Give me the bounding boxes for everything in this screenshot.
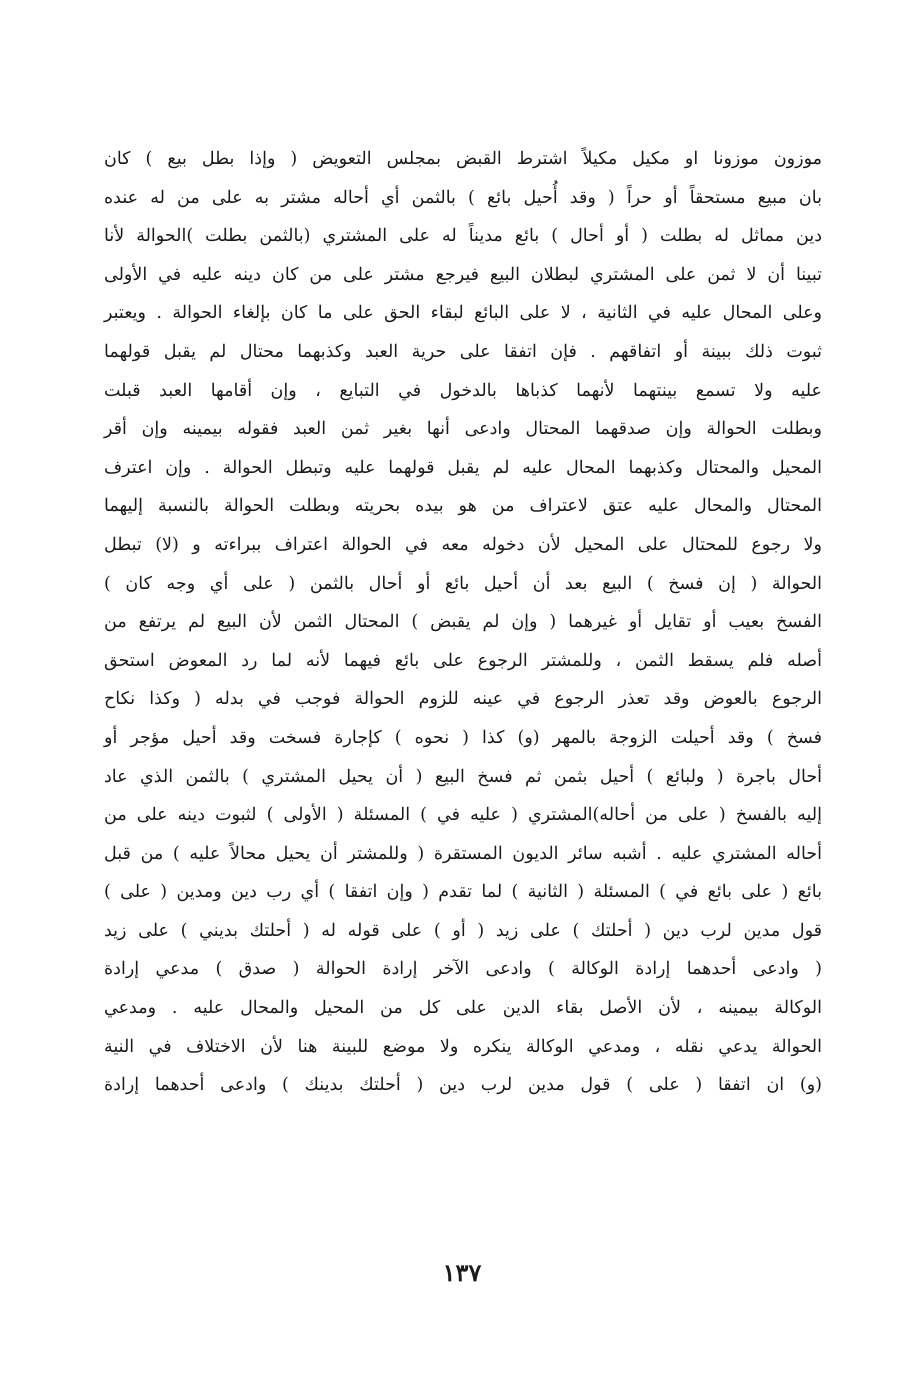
text-line: (و) ان اتفقا ( على ) قول مدين لرب دين ( أحلتك بدينك ) وادعى أحدهما إرادة xyxy=(104,1075,822,1096)
text-line: المحتال والمحال عليه عتق لاعتراف من هو بيده بحريته وبطلت الحوالة بالنسبة إليهما xyxy=(104,496,822,517)
text-line: إليه بالفسخ ( على من أحاله)المشتري ( عليه في ) المسئلة ( الأولى ) لثبوت دينه على من xyxy=(104,805,822,826)
text-line: فسخ ) وقد أحيلت الزوجة بالمهر (و) كذا ( نحوه ) كإجارة فسخت وقد أحيل مؤجر أو xyxy=(104,727,822,748)
text-line: الحوالة يدعي نقله ، ومدعي الوكالة ينكره ولا موضع للبينة هنا لأن الاختلاف في النية xyxy=(104,1036,822,1057)
text-line: ولا رجوع للمحتال على المحيل لأن دخوله معه في الحوالة اعتراف ببراءته و (لا) تبطل xyxy=(104,534,822,555)
text-line: أحال باجرة ( ولبائع ) أحيل بثمن ثم فسخ البيع ( أن يحيل المشتري ) بالثمن الذي عاد xyxy=(104,766,822,787)
body-text xyxy=(104,140,822,1105)
text-line: بان مبيع مستحقاً أو حراً ( وقد أُحيل بائع ) بالثمن أي أحاله مشتر به على من له عنده xyxy=(104,187,822,208)
text-line: ( وادعى أحدهما إرادة الوكالة ) وادعى الآخر إرادة الحوالة ( صدق ) مدعي إرادة xyxy=(104,959,822,980)
text-line: قول مدين لرب دين ( أحلتك ) على زيد ( أو ) على قوله له ( أحلتك بديني ) على زيد xyxy=(104,920,822,941)
text-line: المحيل والمحتال وكذبهما المحال عليه لم يقبل قولهما عليه وتبطل الحوالة . وإن اعترف xyxy=(104,457,822,478)
text-line: بائع ( على بائع في ) المسئلة ( الثانية ) لما تقدم ( وإن اتفقا ) أي رب دين ومدين ( على ) xyxy=(104,882,822,903)
text-line: أصله فلم يسقط الثمن ، وللمشتر الرجوع على بائع فيهما لأنه لما رد المعوض استحق xyxy=(104,650,822,671)
text-line: موزون موزونا او مكيل مكيلاً اشترط القبض بمجلس التعويض ( وإذا بطل بيع ) كان xyxy=(104,149,822,169)
text-line: وبطلت الحوالة وإن صدقهما المحتال وادعى أنها بغير ثمن العبد فقوله بيمينه وإن أقر xyxy=(104,419,822,440)
text-line: وعلى المحال عليه في الثانية ، لا على البائع لبقاء الحق على ما كان بإلغاء الحوالة . ويعتبر xyxy=(104,303,822,324)
text-line: تبينا أن لا ثمن على المشتري لبطلان البيع فيرجع مشتر على من كان دينه عليه في الأولى xyxy=(104,264,822,285)
text-line: عليه ولا تسمع بينتهما لأنهما كذباها بالدخول في التبايع ، وإن أقامها العبد قبلت xyxy=(104,380,822,401)
text-line: الحوالة ( إن فسخ ) البيع بعد أن أحيل بائع أو أحال بالثمن ( على أي وجه كان ) xyxy=(104,573,822,594)
text-line: الرجوع بالعوض وقد تعذر الرجوع في عينه للزوم الحوالة فوجب في بدله ( وكذا نكاح xyxy=(104,689,822,710)
text-line: دين مماثل له بطلت ( أو أحال ) بائع مديناً له على المشتري (بالثمن بطلت )الحوالة لأنا xyxy=(104,226,822,247)
text-line: الوكالة بيمينه ، لأن الأصل بقاء الدين على كل من المحيل والمحال عليه . ومدعي xyxy=(104,998,822,1019)
text-line: أحاله المشتري عليه . أشبه سائر الديون المستقرة ( وللمشتر أن يحيل محالاً عليه ) من قبل xyxy=(104,843,822,864)
text-line: ثبوت ذلك ببينة أو اتفاقهم . فإن اتفقا على حرية العبد وكذبهما محتال لم يقبل قولهما xyxy=(104,341,822,362)
text-line: الفسخ بعيب أو تقايل أو غيرهما ( وإن لم يقبض ) المحتال الثمن لأن البيع لم يرتفع من xyxy=(104,612,822,633)
page-number: ١٣٧ xyxy=(442,1258,482,1287)
